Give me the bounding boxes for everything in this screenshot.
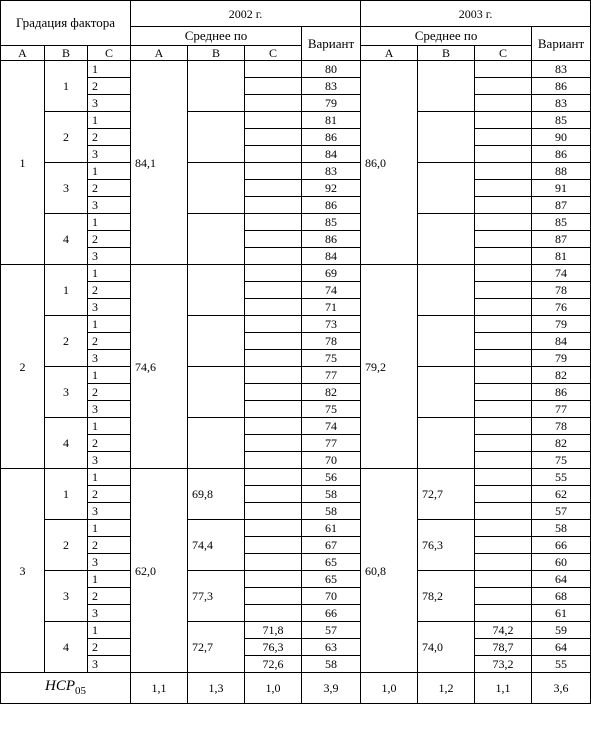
factor-c-cell: 2 (88, 537, 131, 554)
variant-2003-cell: 83 (532, 95, 591, 112)
variant-2003-cell: 78 (532, 282, 591, 299)
table-footer (1, 673, 591, 704)
mean-b-2002-cell (188, 112, 245, 163)
table-row (1, 197, 591, 214)
mean-c-2002-cell (245, 435, 302, 452)
factor-a-header: А (1, 46, 45, 61)
factor-c-cell: 1 (88, 571, 131, 588)
lsd-b-2003: 1,2 (418, 673, 475, 704)
mean-c-2002-cell (245, 469, 302, 486)
mean-c-2003-cell (475, 486, 532, 503)
mean-c-2002-cell (245, 316, 302, 333)
mean-c-2002-cell (245, 146, 302, 163)
factor-c-cell: 2 (88, 129, 131, 146)
variant-2002-cell: 70 (302, 452, 361, 469)
lsd-a-2002: 1,1 (131, 673, 188, 704)
mean-c-2003-cell (475, 350, 532, 367)
factor-c-cell: 3 (88, 554, 131, 571)
mean-c-2002-cell (245, 61, 302, 78)
variant-2003-cell: 86 (532, 146, 591, 163)
table-row (1, 656, 591, 673)
factor-c-cell: 1 (88, 112, 131, 129)
variant-2003-cell: 79 (532, 316, 591, 333)
mean-c-2003-cell (475, 316, 532, 333)
mean-b-2003-cell (418, 418, 475, 469)
factor-c-cell: 3 (88, 146, 131, 163)
table-row (1, 61, 591, 78)
table-header (1, 1, 591, 61)
variant-2002-cell: 66 (302, 605, 361, 622)
mean-c-2003-cell (475, 588, 532, 605)
mean-c-2002-cell (245, 503, 302, 520)
gradation-header: Градация фактора (1, 1, 131, 46)
average-by-2003-header: Среднее по (361, 27, 532, 46)
factor-c-cell: 1 (88, 520, 131, 537)
table-row (1, 401, 591, 418)
mean-c-2002-header: С (245, 46, 302, 61)
mean-a-2003-cell: 86,0 (361, 61, 418, 265)
mean-c-2002-cell (245, 180, 302, 197)
factor-b-cell: 2 (45, 112, 88, 163)
mean-c-2002-cell (245, 282, 302, 299)
mean-b-2002-cell (188, 316, 245, 367)
table-row (1, 180, 591, 197)
mean-c-2003-cell (475, 299, 532, 316)
variant-2002-cell: 86 (302, 197, 361, 214)
factor-c-cell: 1 (88, 163, 131, 180)
mean-c-2003-cell (475, 265, 532, 282)
mean-c-2002-cell (245, 571, 302, 588)
mean-c-2002-cell (245, 554, 302, 571)
variant-2003-cell: 86 (532, 78, 591, 95)
mean-c-2003-cell (475, 520, 532, 537)
mean-c-2003-cell (475, 367, 532, 384)
lsd-label-text: НСР (45, 677, 75, 694)
table-row (1, 163, 591, 180)
variant-2003-cell: 85 (532, 214, 591, 231)
lsd-c-2002: 1,0 (245, 673, 302, 704)
mean-c-2002-cell (245, 486, 302, 503)
year-2002-header: 2002 г. (131, 1, 361, 27)
table-row (1, 367, 591, 384)
mean-b-2002-cell (188, 61, 245, 112)
table-row (1, 214, 591, 231)
mean-c-2002-cell (245, 418, 302, 435)
factor-c-cell: 3 (88, 401, 131, 418)
factor-a-cell: 3 (1, 469, 45, 673)
mean-c-2003-cell (475, 129, 532, 146)
mean-c-2002-cell (245, 231, 302, 248)
factor-c-cell: 2 (88, 333, 131, 350)
mean-c-2002-cell (245, 163, 302, 180)
factor-c-cell: 3 (88, 452, 131, 469)
factor-c-cell: 1 (88, 214, 131, 231)
table-row (1, 554, 591, 571)
mean-c-2003-cell (475, 112, 532, 129)
factor-c-cell: 2 (88, 384, 131, 401)
table-row (1, 503, 591, 520)
factor-c-cell: 3 (88, 248, 131, 265)
table-row (1, 299, 591, 316)
variant-2002-cell: 83 (302, 78, 361, 95)
mean-a-2002-cell: 74,6 (131, 265, 188, 469)
variant-2002-cell: 74 (302, 418, 361, 435)
mean-c-2002-cell (245, 605, 302, 622)
variant-2003-cell: 58 (532, 520, 591, 537)
factor-c-cell: 2 (88, 180, 131, 197)
factor-c-header: С (88, 46, 131, 61)
variant-2002-cell: 86 (302, 129, 361, 146)
mean-c-2003-cell (475, 214, 532, 231)
lsd-variant-2003: 3,6 (532, 673, 591, 704)
year-2003-header: 2003 г. (361, 1, 591, 27)
mean-a-2003-cell: 79,2 (361, 265, 418, 469)
mean-c-2002-cell: 76,3 (245, 639, 302, 656)
variant-2003-cell: 64 (532, 639, 591, 656)
mean-a-2003-cell: 60,8 (361, 469, 418, 673)
factor-c-cell: 1 (88, 316, 131, 333)
variant-2002-cell: 75 (302, 350, 361, 367)
mean-c-2002-cell (245, 452, 302, 469)
variant-2003-cell: 81 (532, 248, 591, 265)
mean-c-2003-cell (475, 554, 532, 571)
mean-c-2003-cell (475, 146, 532, 163)
variant-2003-cell: 91 (532, 180, 591, 197)
table-row (1, 418, 591, 435)
table-row (1, 316, 591, 333)
mean-c-2002-cell (245, 197, 302, 214)
variant-2003-cell: 90 (532, 129, 591, 146)
variant-2003-header: Вариант (532, 27, 591, 61)
mean-c-2002-cell: 71,8 (245, 622, 302, 639)
variant-2003-cell: 62 (532, 486, 591, 503)
mean-b-2002-cell: 74,4 (188, 520, 245, 571)
mean-c-2003-cell (475, 605, 532, 622)
table-row (1, 384, 591, 401)
mean-c-2003-cell (475, 61, 532, 78)
factor-c-cell: 3 (88, 503, 131, 520)
mean-c-2003-cell: 74,2 (475, 622, 532, 639)
variant-2002-cell: 58 (302, 486, 361, 503)
mean-c-2002-cell (245, 520, 302, 537)
mean-c-2003-cell (475, 418, 532, 435)
mean-a-2003-header: А (361, 46, 418, 61)
table-row (1, 486, 591, 503)
variant-2002-cell: 83 (302, 163, 361, 180)
factor-b-cell: 4 (45, 418, 88, 469)
variant-2003-cell: 55 (532, 469, 591, 486)
mean-c-2002-cell (245, 333, 302, 350)
mean-c-2003-cell (475, 333, 532, 350)
variant-2002-cell: 56 (302, 469, 361, 486)
variant-2002-cell: 69 (302, 265, 361, 282)
mean-c-2002-cell (245, 537, 302, 554)
mean-b-2002-cell: 69,8 (188, 469, 245, 520)
variant-2003-cell: 74 (532, 265, 591, 282)
factor-a-cell: 2 (1, 265, 45, 469)
mean-b-2003-cell (418, 61, 475, 112)
variant-2003-cell: 68 (532, 588, 591, 605)
variant-2002-cell: 75 (302, 401, 361, 418)
table-row (1, 622, 591, 639)
factor-b-cell: 3 (45, 367, 88, 418)
factor-c-cell: 1 (88, 61, 131, 78)
mean-b-2002-cell (188, 214, 245, 265)
factor-c-cell: 1 (88, 265, 131, 282)
variant-2003-cell: 60 (532, 554, 591, 571)
variant-2002-cell: 65 (302, 571, 361, 588)
factor-b-cell: 4 (45, 622, 88, 673)
variant-2002-cell: 81 (302, 112, 361, 129)
mean-c-2002-cell (245, 588, 302, 605)
lsd-c-2003: 1,1 (475, 673, 532, 704)
table-body (1, 61, 591, 673)
table-row (1, 333, 591, 350)
mean-b-2003-cell: 74,0 (418, 622, 475, 673)
variant-2003-cell: 55 (532, 656, 591, 673)
table-row (1, 248, 591, 265)
mean-c-2003-cell (475, 180, 532, 197)
variant-2002-cell: 71 (302, 299, 361, 316)
variant-2002-cell: 77 (302, 367, 361, 384)
mean-c-2002-cell (245, 401, 302, 418)
variant-2003-cell: 59 (532, 622, 591, 639)
factor-a-cell: 1 (1, 61, 45, 265)
mean-c-2003-header: С (475, 46, 532, 61)
variant-2002-cell: 65 (302, 554, 361, 571)
table-row (1, 605, 591, 622)
mean-b-2003-cell (418, 367, 475, 418)
factor-c-cell: 1 (88, 469, 131, 486)
mean-b-2003-header: В (418, 46, 475, 61)
variant-2002-cell: 80 (302, 61, 361, 78)
variant-2003-cell: 64 (532, 571, 591, 588)
mean-c-2002-cell (245, 299, 302, 316)
mean-b-2003-cell (418, 316, 475, 367)
factor-c-cell: 2 (88, 639, 131, 656)
factor-b-cell: 1 (45, 61, 88, 112)
factor-b-cell: 3 (45, 163, 88, 214)
variant-2003-cell: 57 (532, 503, 591, 520)
mean-c-2003-cell (475, 571, 532, 588)
mean-c-2003-cell (475, 163, 532, 180)
factor-c-cell: 3 (88, 350, 131, 367)
mean-b-2002-header: В (188, 46, 245, 61)
factor-c-cell: 2 (88, 231, 131, 248)
mean-b-2003-cell (418, 265, 475, 316)
table-row (1, 469, 591, 486)
variant-2003-cell: 82 (532, 435, 591, 452)
lsd-label (1, 673, 131, 704)
variant-2003-cell: 88 (532, 163, 591, 180)
mean-c-2002-cell (245, 214, 302, 231)
table-row (1, 571, 591, 588)
mean-c-2003-cell: 73,2 (475, 656, 532, 673)
variant-2003-cell: 87 (532, 197, 591, 214)
lsd-a-2003: 1,0 (361, 673, 418, 704)
mean-b-2002-cell: 77,3 (188, 571, 245, 622)
mean-c-2002-cell (245, 367, 302, 384)
mean-b-2002-cell (188, 367, 245, 418)
table-row (1, 537, 591, 554)
mean-c-2003-cell (475, 503, 532, 520)
table-row (1, 350, 591, 367)
mean-c-2003-cell (475, 197, 532, 214)
variant-2002-cell: 61 (302, 520, 361, 537)
table-row (1, 452, 591, 469)
table-row (1, 112, 591, 129)
factor-c-cell: 3 (88, 95, 131, 112)
factor-c-cell: 3 (88, 197, 131, 214)
variant-2003-cell: 66 (532, 537, 591, 554)
variant-2002-cell: 77 (302, 435, 361, 452)
mean-c-2003-cell (475, 78, 532, 95)
lsd-label-subscript: 05 (75, 684, 86, 697)
variant-2002-cell: 78 (302, 333, 361, 350)
mean-a-2002-cell: 84,1 (131, 61, 188, 265)
variant-2002-cell: 86 (302, 231, 361, 248)
factor-c-cell: 1 (88, 367, 131, 384)
mean-c-2003-cell (475, 452, 532, 469)
variant-2002-cell: 57 (302, 622, 361, 639)
lsd-b-2002: 1,3 (188, 673, 245, 704)
mean-c-2003-cell (475, 384, 532, 401)
variant-2002-header: Вариант (302, 27, 361, 61)
variant-2002-cell: 84 (302, 146, 361, 163)
variant-2002-cell: 63 (302, 639, 361, 656)
mean-c-2002-cell (245, 95, 302, 112)
mean-a-2002-header: А (131, 46, 188, 61)
table-row (1, 282, 591, 299)
mean-c-2002-cell (245, 384, 302, 401)
mean-c-2002-cell (245, 78, 302, 95)
mean-b-2002-cell (188, 418, 245, 469)
table-row (1, 520, 591, 537)
mean-c-2003-cell (475, 231, 532, 248)
mean-b-2003-cell (418, 112, 475, 163)
variant-2002-cell: 92 (302, 180, 361, 197)
mean-b-2003-cell: 76,3 (418, 520, 475, 571)
variant-2003-cell: 78 (532, 418, 591, 435)
mean-c-2003-cell (475, 282, 532, 299)
mean-c-2003-cell (475, 469, 532, 486)
mean-c-2002-cell (245, 129, 302, 146)
mean-b-2003-cell (418, 214, 475, 265)
variant-2003-cell: 83 (532, 61, 591, 78)
variant-2002-cell: 84 (302, 248, 361, 265)
average-by-2002-header: Среднее по (131, 27, 302, 46)
variant-2003-cell: 76 (532, 299, 591, 316)
mean-c-2003-cell: 78,7 (475, 639, 532, 656)
factor-c-cell: 3 (88, 299, 131, 316)
factor-b-cell: 2 (45, 316, 88, 367)
variant-2003-cell: 75 (532, 452, 591, 469)
mean-c-2002-cell (245, 350, 302, 367)
variant-2002-cell: 74 (302, 282, 361, 299)
variant-2003-cell: 84 (532, 333, 591, 350)
variant-2002-cell: 67 (302, 537, 361, 554)
mean-c-2003-cell (475, 537, 532, 554)
mean-b-2002-cell (188, 265, 245, 316)
variant-2002-cell: 82 (302, 384, 361, 401)
variant-2003-cell: 85 (532, 112, 591, 129)
mean-b-2002-cell: 72,7 (188, 622, 245, 673)
variant-2003-cell: 82 (532, 367, 591, 384)
factor-c-cell: 3 (88, 605, 131, 622)
factor-b-cell: 3 (45, 571, 88, 622)
table-row (1, 129, 591, 146)
factor-c-cell: 1 (88, 622, 131, 639)
table-row (1, 265, 591, 282)
mean-b-2002-cell (188, 163, 245, 214)
variant-2002-cell: 58 (302, 656, 361, 673)
factor-c-cell: 1 (88, 418, 131, 435)
variant-2002-cell: 73 (302, 316, 361, 333)
variant-2003-cell: 61 (532, 605, 591, 622)
variant-2002-cell: 58 (302, 503, 361, 520)
mean-c-2003-cell (475, 248, 532, 265)
factor-c-cell: 2 (88, 435, 131, 452)
lsd-variant-2002: 3,9 (302, 673, 361, 704)
table-row (1, 95, 591, 112)
mean-b-2003-cell: 72,7 (418, 469, 475, 520)
table-row (1, 435, 591, 452)
mean-c-2002-cell: 72,6 (245, 656, 302, 673)
factor-b-header: В (45, 46, 88, 61)
variant-2003-cell: 87 (532, 231, 591, 248)
mean-b-2003-cell: 78,2 (418, 571, 475, 622)
mean-c-2002-cell (245, 265, 302, 282)
variant-2003-cell: 86 (532, 384, 591, 401)
table-row (1, 639, 591, 656)
factor-c-cell: 2 (88, 78, 131, 95)
factor-c-cell: 2 (88, 486, 131, 503)
table-row (1, 78, 591, 95)
mean-c-2002-cell (245, 248, 302, 265)
variant-2003-cell: 79 (532, 350, 591, 367)
factor-c-cell: 2 (88, 588, 131, 605)
factor-c-cell: 2 (88, 282, 131, 299)
mean-c-2003-cell (475, 435, 532, 452)
factor-b-cell: 1 (45, 469, 88, 520)
variant-2002-cell: 85 (302, 214, 361, 231)
factor-b-cell: 4 (45, 214, 88, 265)
factor-b-cell: 2 (45, 520, 88, 571)
factor-c-cell: 3 (88, 656, 131, 673)
variant-2002-cell: 79 (302, 95, 361, 112)
table-row (1, 146, 591, 163)
table-row (1, 588, 591, 605)
table-row (1, 231, 591, 248)
mean-c-2002-cell (245, 112, 302, 129)
factor-b-cell: 1 (45, 265, 88, 316)
variant-2003-cell: 77 (532, 401, 591, 418)
variant-2002-cell: 70 (302, 588, 361, 605)
mean-a-2002-cell: 62,0 (131, 469, 188, 673)
mean-c-2003-cell (475, 401, 532, 418)
mean-b-2003-cell (418, 163, 475, 214)
mean-c-2003-cell (475, 95, 532, 112)
